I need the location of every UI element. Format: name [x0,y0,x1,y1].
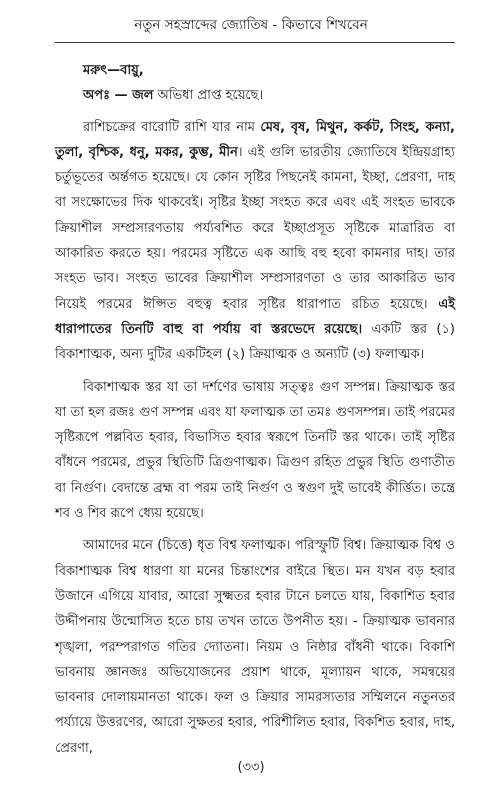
paragraph-mind: আমাদের মনে (চিত্তে) ধৃত বিশ্ব ফলাত্মক। পরিস্ফুটি বিশ্ব। ক্রিয়াত্মক বিশ্ব ও বিকাশাত্মক বিশ্ব ধারণা যা মনের চিন্তাংশের বাইরে স্থিত। মন যখন বড় হবার উজানে এগিয়ে যাবার, আরো সুক্ষ্মতর হবার টানে চলতে যায়, বিকাশিত হবার উদ্দীপনায় উন্মোসিত হতে চায় তখন তাতে উপনীত হয়। - ক্রিয়াত্মক ভাবনার শৃঙ্খলা, পরম্পরাগত গতির দ্যোতনা। নিয়ম ও নিষ্ঠার বাঁধনী থাকে। বিকাশি ভাবনায় জ্ঞানজঃ অভিযোজনের প্রয়াশ থাকে, মূল্যায়ন থাকে, সমন্বয়ের ভাবনার দোলায়মানতা থাকে। ফল ও ক্রিয়ার সামরস্যতার সম্মিলনে নতুনতর পর্য্যায়ে উত্তরণের, আরো সুক্ষতর হবার, পরিশীলিত হবার, বিকশিত হবার, দাহ, প্রেরণা, [55,538,455,756]
zodiac-sign-list: মেষ, বৃষ, মিথুন, কর্কট, সিংহ, কন্যা, তুলা, বৃশ্চিক, ধনু, মকর, কুম্ভ, মীন [55,119,455,160]
definition-marut: মরুৎ—বায়ু, [83,63,144,78]
page-body [55,58,455,761]
paragraph-zodiac-end: একটি স্তর (১) বিকাশাত্মক, অন্য দুটির একটিহল (২) ক্রিয়াত্মক ও অন্যটি (৩) ফলাত্মক। [55,321,455,363]
spacer [55,368,455,375]
paragraph-zodiac [55,115,455,368]
definition-apah-term: অপঃ — জল [83,88,154,104]
paragraph-zodiac-emphasis: এই ধারাপাতের তিনটি বাহু বা পর্যায় বা স্তরভেদে রয়েছে। [55,296,455,337]
page-number: (৩৩) [237,760,265,775]
header-rule [55,42,455,43]
paragraph-gunas: বিকাশাত্মক স্তর যা তা দর্শণের ভাষায় সত্ত্বঃ গুণ সম্পন্ন। ক্রিয়াত্মক স্তর যা তা হল রজঃ গুণ সম্পন্ন এবং যা ফলাত্মক তা তমঃ গুণসম্পন্ন। তাই পরমের সৃষ্টিরূপে পল্লবিত হবার, বিভাসিত হবার স্বরূপে তিনটি স্তর থাকে। তাই সৃষ্টির বাঁধনে পরমের, প্রভুর স্থিতিটি ত্রিগুণাত্মক। ত্রিগুণ রহিত প্রভুর স্থিতি গুণাতীত বা নির্গুণ। বেদান্তে ব্রহ্ম বা পরম তাই নির্গুণ ও স্বগুণ দুই ভাবেই কীর্ত্তিত। তন্ত্রে শব ও শিব রূপে ধ্যেয় হয়েছে। [55,379,455,522]
definition-apah [55,83,455,108]
spacer [55,526,455,533]
running-head: নতুন সহস্রাব্দের জ্যোতিষ - কিভাবে শিখবেন [134,17,368,33]
paragraph-zodiac-body: । এই গুলি ভারতীয় জ্যোতিষে ইন্দ্রিয়গ্রাহ্য চর্তুভূতের অর্ন্তগত হয়েছে। যে কোন সৃষ্টির পিছনেই কামনা, ইচ্ছা, প্রেরণা, দাহ বা সংক্ষোভের দিক থাকবেই। সৃষ্টির ইচ্ছা সংহত করে এবং এই সংহত ভাবকে ক্রিয়াশীল সম্প্রসারণতায় পর্য্যবশিত করে ইচ্ছাপ্রসূত সৃষ্টিকে মাত্রারিত বা আকারিত করতে হয়। পরমের সৃষ্টিতে এক আছি বহু হবো কামনার দাহ। তার সংহত ভাব। সংহত ভাবের ক্রিয়াশীল সম্প্রসারণতা ও তার আকারিত ভাব নিয়েই পরমের ঈপ্সিত বহুত্ব হবার সৃষ্টির ধারাপাত রচিত হয়েছে। [55,144,455,312]
definition-apah-text: অভিধা প্রাপ্ত হয়েছে। [153,88,264,104]
paragraph-zodiac-intro: রাশিচক্রের বারোটি রাশি যার নাম [83,119,261,135]
